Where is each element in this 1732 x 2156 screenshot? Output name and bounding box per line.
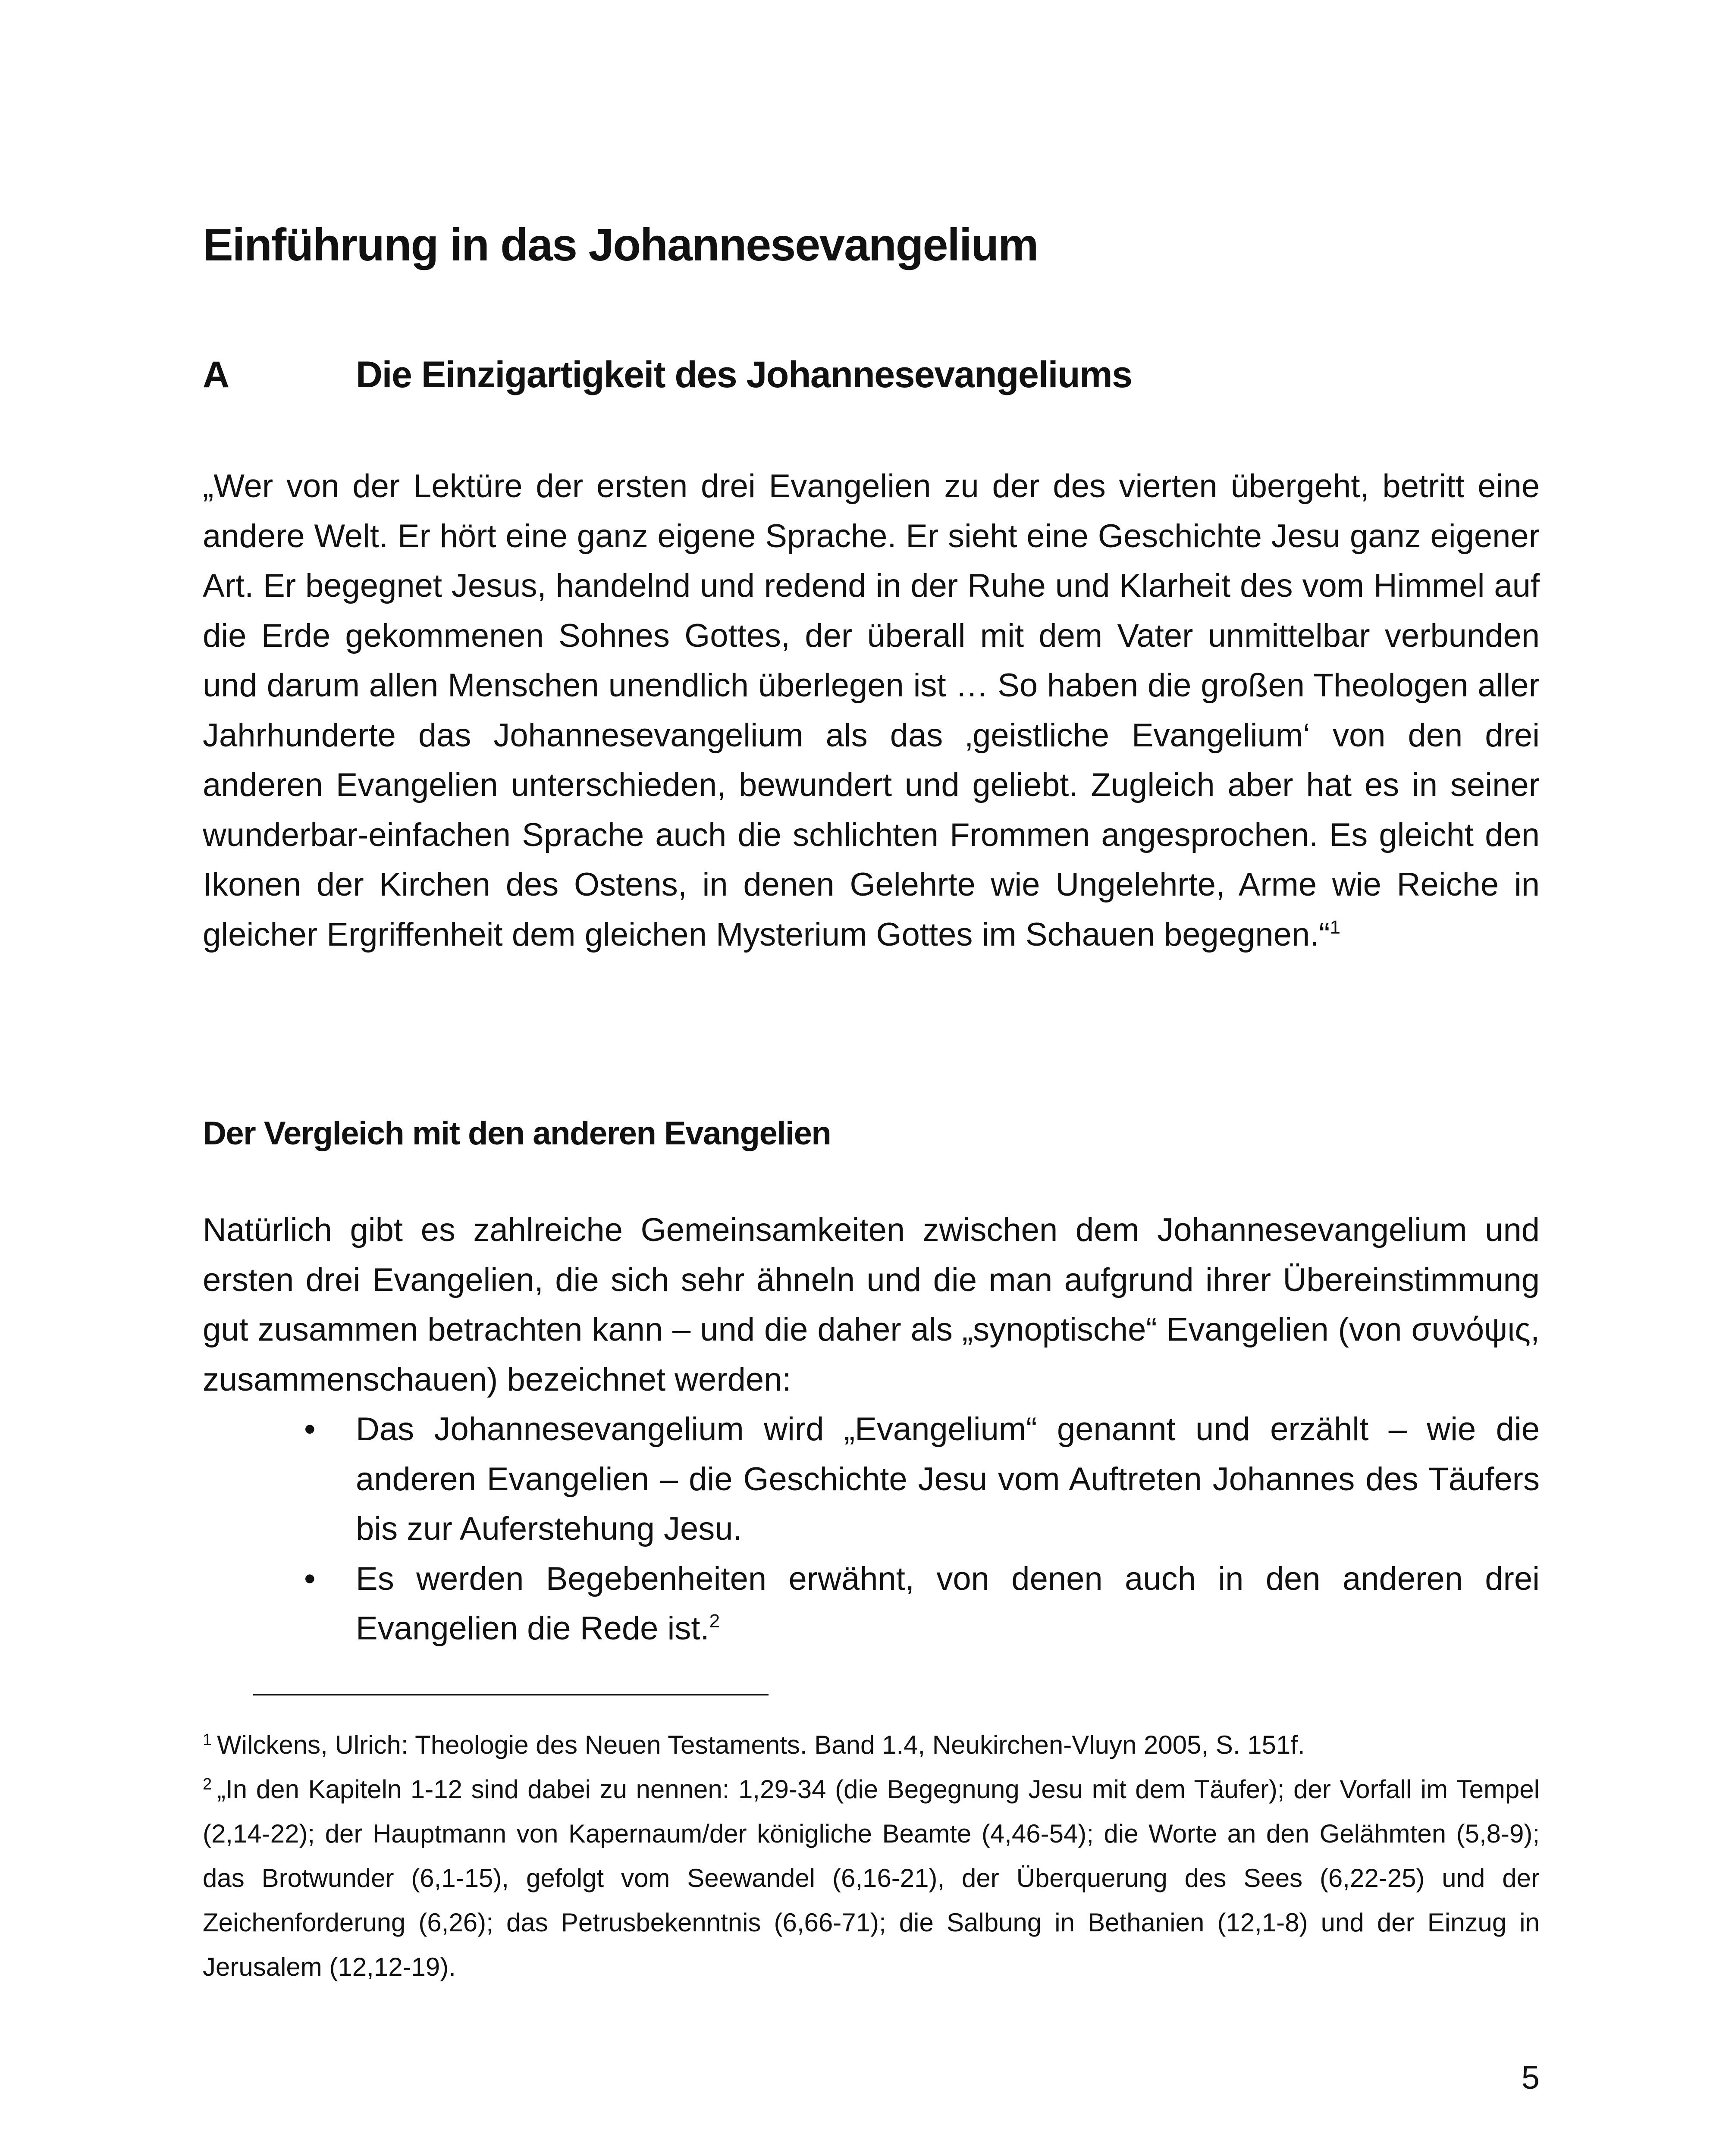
section-title: Die Einzigartigkeit des Johannesevangeliums	[356, 354, 1132, 395]
bullet-text: Es werden Begebenheiten erwähnt, von denen auch in den anderen drei Evangelien die Rede ist.	[356, 1560, 1540, 1647]
footnote-separator	[253, 1694, 769, 1695]
document-title: Einführung in das Johannesevangelium	[203, 219, 1038, 270]
bullet-list	[203, 1404, 1540, 1654]
footnote-mark: 2	[203, 1775, 212, 1793]
bullet-marker: •	[304, 1411, 316, 1448]
body-paragraph: Natürlich gibt es zahlreiche Gemeinsamkeiten zwischen dem Johannesevangelium und ersten drei Evangelien, die sich sehr ähneln und die man aufgrund ihrer Übereinstimmung gut zusammen betrachten kann – und die daher als „synoptische“ Evangelien (von συνόψις, zusammenschauen) bezeichnet werden:	[203, 1212, 1540, 1398]
subheading-comparison: Der Vergleich mit den anderen Evangelien	[203, 1115, 831, 1152]
quote-paragraph	[203, 461, 1540, 959]
footnote-ref-1[interactable]: 1	[1330, 916, 1341, 938]
footnote-text: „In den Kapiteln 1-12 sind dabei zu nennen: 1,29-34 (die Begegnung Jesu mit dem Täufer); der Vorfall im Tempel (2,14-22); der Hauptmann von Kapernaum/der königliche Beamte (4,46-54); die Worte an den Gelähmten (5,8-9); das Brotwunder (6,1-15), gefolgt vom Seewandel (6,16-21), der Überquerung des Sees (6,22-25) und der Zeichenforderung (6,26); das Petrusbekenntnis (6,66-71); die Salbung in Bethanien (12,1-8) und der Einzug in Jerusalem (12,12-19).	[203, 1775, 1540, 1981]
footnote-2	[203, 1767, 1540, 1989]
section-letter: A	[203, 354, 229, 395]
footnote-ref-2[interactable]: 2	[709, 1611, 720, 1632]
bullet-marker: •	[304, 1560, 316, 1597]
quote-text: „Wer von der Lektüre der ersten drei Evangelien zu der des vierten übergeht, betritt eine andere Welt. Er hört eine ganz eigene Sprache. Er sieht eine Geschichte Jesu ganz eigener Art. Er begegnet Jesus, handelnd und redend in der Ruhe und Klarheit des vom Himmel auf die Erde gekommenen Sohnes Gottes, der überall mit dem Vater unmittelbar verbunden und darum allen Menschen unendlich überlegen ist … So haben die großen Theologen aller Jahrhunderte das Johannesevangelium als das ‚geistliche Evangelium‘ von den drei anderen Evangelien unterschieden, bewundert und geliebt. Zugleich aber hat es in seiner wunderbar-einfachen Sprache auch die schlichten Frommen angesprochen. Es gleicht den Ikonen der Kirchen des Ostens, in denen Gelehrte wie Ungelehrte, Arme wie Reiche in gleicher Ergriffenheit dem gleichen Mysterium Gottes im Schauen begegnen.“	[203, 468, 1540, 953]
bullet-item	[203, 1554, 1540, 1654]
bullet-text: Das Johannesevangelium wird „Evangelium“ genannt und erzählt – wie die anderen Evangelien – die Geschichte Jesu vom Auftreten Johannes des Täufers bis zur Auferstehung Jesu.	[356, 1411, 1540, 1547]
footnote-mark: 1	[203, 1731, 212, 1749]
page-number: 5	[1521, 2059, 1540, 2096]
footnotes	[203, 1723, 1540, 1989]
section-heading-a	[203, 354, 1132, 396]
footnote-1	[203, 1723, 1540, 1767]
footnote-text: Wilckens, Ulrich: Theologie des Neuen Testaments. Band 1.4, Neukirchen-Vluyn 2005, S. 151f.	[217, 1730, 1305, 1759]
bullet-item	[203, 1404, 1540, 1554]
